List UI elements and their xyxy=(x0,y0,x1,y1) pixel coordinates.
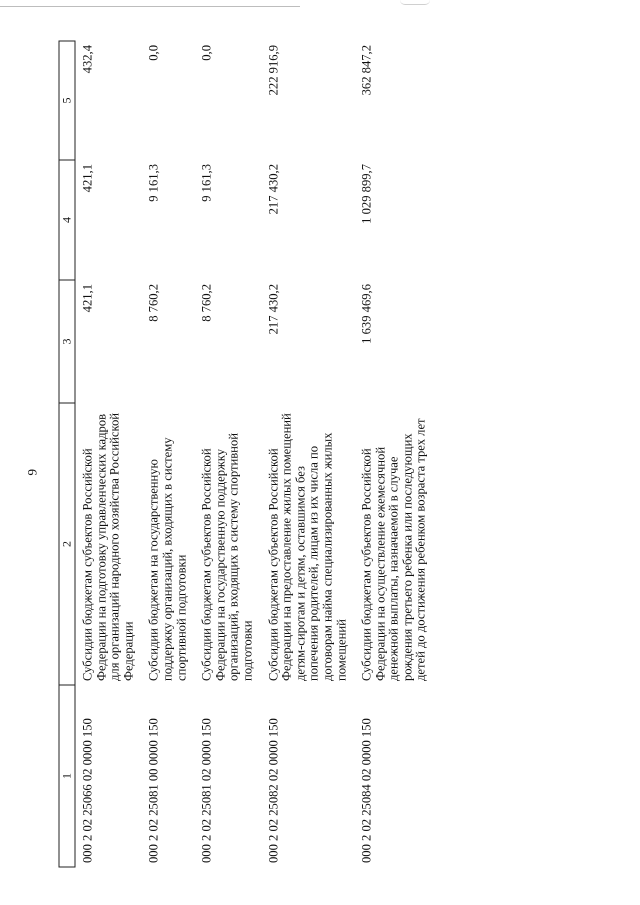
value-col3: 8 760,2 xyxy=(146,283,161,322)
budget-table xyxy=(58,40,434,867)
row-description: Субсидии бюджетам субъектов Российской Федерации на государственную поддержку организаций, входящих в систему спортивной подготовки xyxy=(199,432,254,681)
row-description: Субсидии бюджетам субъектов Российской Федерации на осуществление ежемесячной денежной выплаты, назначаемой в случае рождения третьего ребенка или последующих детей до достижения ребенком возраста трех лет xyxy=(359,417,428,681)
budget-code: 000 2 02 25081 00 0000 150 xyxy=(146,717,161,863)
budget-code: 000 2 02 25084 02 0000 150 xyxy=(359,717,374,863)
column-header-2: 2 xyxy=(59,403,75,685)
table-row xyxy=(354,41,434,867)
value-col3: 1 639 469,6 xyxy=(359,283,374,344)
value-col4: 217 430,2 xyxy=(265,163,280,214)
table-row xyxy=(141,41,194,867)
column-header-1: 1 xyxy=(59,685,75,867)
budget-code: 000 2 02 25066 02 0000 150 xyxy=(80,717,94,863)
row-description: Субсидии бюджетам субъектов Российской Федерации на подготовку управленческих кадров для организаций народного хозяйства Российской Федерации xyxy=(80,412,135,681)
value-col4: 421,1 xyxy=(80,163,94,192)
budget-code: 000 2 02 25081 02 0000 150 xyxy=(199,717,214,863)
value-col4: 9 161,3 xyxy=(199,163,214,202)
value-col5: 0,0 xyxy=(146,44,161,61)
table-row xyxy=(194,41,260,867)
table-row xyxy=(75,41,142,867)
column-header-4: 4 xyxy=(59,160,75,280)
table-header-row xyxy=(59,41,75,867)
row-description: Субсидии бюджетам субъектов Российской Федерации на предоставление жилых помещений детям-сиротам и детям, оставшимся без попечения родителей, лицам из их числа по договорам найма специализированных жилых помещений xyxy=(265,412,348,681)
budget-code: 000 2 02 25082 02 0000 150 xyxy=(265,717,280,863)
value-col3: 8 760,2 xyxy=(199,283,214,322)
row-description: Субсидии бюджетам на государственную поддержку организаций, входящих в систему спортивной подготовки xyxy=(146,436,188,681)
table-row xyxy=(261,41,355,867)
value-col4: 9 161,3 xyxy=(146,163,161,202)
value-col4: 1 029 899,7 xyxy=(359,163,374,224)
value-col5: 362 847,2 xyxy=(359,44,374,95)
column-header-3: 3 xyxy=(59,280,75,403)
value-col5: 222 916,9 xyxy=(265,44,280,95)
column-header-5: 5 xyxy=(59,41,75,160)
value-col5: 0,0 xyxy=(199,44,214,61)
value-col5: 432,4 xyxy=(80,44,94,73)
value-col3: 421,1 xyxy=(80,283,94,312)
value-col3: 217 430,2 xyxy=(265,283,280,334)
page-number: 9 xyxy=(24,468,39,475)
